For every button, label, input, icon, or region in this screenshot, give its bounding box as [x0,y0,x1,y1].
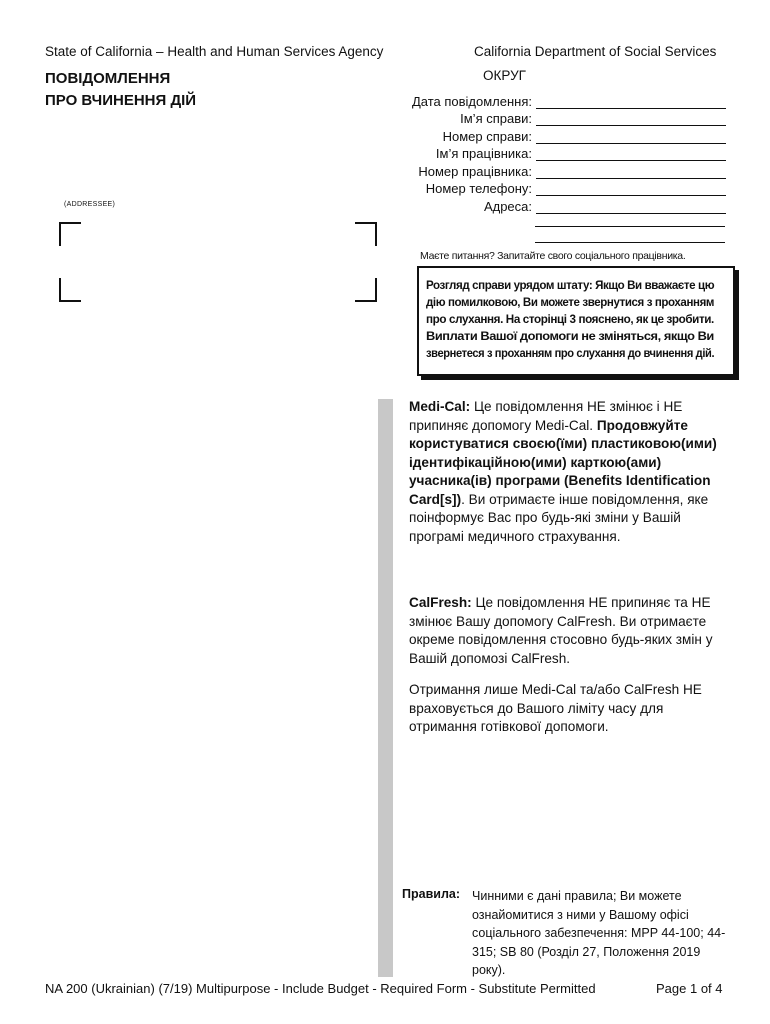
addressee-label: (ADDRESSEE) [64,201,116,208]
title-line-1: ПОВІДОМЛЕННЯ [45,70,171,87]
medical-text-2: . Ви отримаєте інше повідомлення, яке поінформує Вас про будь-які зміни у Вашій програмі медичного страхування. [409,491,709,544]
questions-note: Маєте питання? Запитайте свого соціального працівника. [420,250,686,262]
field-case-number [390,126,726,144]
field-line [536,166,726,179]
page-number: Page 1 of 4 [656,981,723,996]
corner-mark-top-right [355,222,377,246]
calfresh-label: CalFresh: [409,595,472,610]
title-line-2: ПРО ВЧИНЕННЯ ДІЙ [45,92,197,109]
field-worker-name [390,144,726,162]
field-address [390,196,726,214]
calfresh-text: Це повідомлення НЕ припиняє та НЕ змінює Вашу допомогу CalFresh. Ви отримаєте окреме повідомлення стосовно будь-яких змін у Вашій допомозі CalFresh. [409,595,713,666]
state-review-line: Розгляд справи урядом штату: Якщо Ви вважаєте цю [426,278,715,292]
medical-paragraph [409,398,729,546]
field-label: Номер справи: [442,128,532,144]
address-line-3 [535,242,725,243]
field-worker-number [390,161,726,179]
calfresh-paragraph [409,594,729,668]
field-line [536,113,726,126]
case-fields [390,91,726,214]
rules-text: Чинними є дані правила; Ви можете ознайомитися з ними у Вашому офісі соціального забезпечення: MPP 44-100; 44-315; SB 80 (Розділ 27, Положення 2019 року). [472,889,726,977]
corner-mark-bottom-right [355,278,377,302]
field-label: Ім’я працівника: [435,146,532,161]
field-line [536,131,726,144]
medical-bold-text: Продовжуйте користуватися своєю(їми) пластиковою(ими) ідентифікаційною(ими) карткою(ами) учасника(ів) програми (Benefits Identification Card[s]) [409,417,717,507]
state-review-line: Виплати Вашої допомоги не зміняться, якщо Ви [426,329,714,343]
field-line [536,148,726,161]
field-label: Ім’я справи: [460,111,532,126]
corner-mark-bottom-left [59,278,81,302]
field-label: Адреса: [483,198,532,214]
field-case-name [390,109,726,127]
state-review-line: звернетеся з проханням про слухання до вчинення дій. [426,346,715,360]
state-review-line: про слухання. На сторінці 3 пояснено, як це зробити. [426,312,714,326]
medical-label: Medi-Cal: [409,399,471,414]
notice-title [45,68,196,112]
field-phone-number [390,179,726,197]
field-line [536,183,726,196]
address-line-2 [535,226,725,227]
margin-gray-bar [378,399,393,977]
state-review-box [417,266,735,376]
field-label: Номер працівника: [418,163,532,179]
field-line [536,96,726,109]
county-label: ОКРУГ [483,68,526,83]
field-label: Дата повідомлення: [411,93,532,109]
time-limit-paragraph: Отримання лише Medi-Cal та/або CalFresh НЕ враховується до Вашого ліміту часу для отримання готівкової допомоги. [409,682,702,734]
state-review-line: дію помилковою, Ви можете звернутися з проханням [426,295,715,309]
department-header: California Department of Social Services [474,44,717,59]
field-label: Номер телефону: [425,181,532,196]
form-number-footer: NA 200 (Ukrainian) (7/19) Multipurpose - Include Budget - Required Form - Substitute Permitted [45,981,596,996]
field-line [536,201,726,214]
field-notice-date [390,91,726,109]
medical-text: Це повідомлення НЕ змінює і НЕ припиняє допомогу Medi-Cal. [409,399,683,433]
rules-label: Правила: [402,887,460,901]
agency-header: State of California – Health and Human Services Agency [45,44,384,59]
corner-mark-top-left [59,222,81,246]
